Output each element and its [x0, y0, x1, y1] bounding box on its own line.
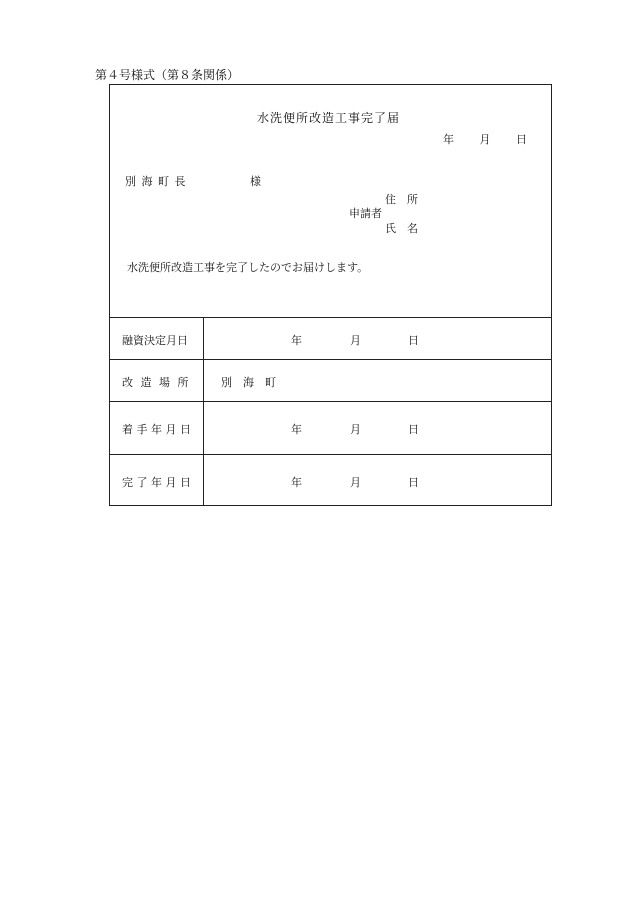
divider-top	[110, 317, 551, 318]
table-row-label: 完 了 年 月 日	[122, 476, 191, 489]
addressee-honorific: 様	[250, 175, 261, 188]
date-line	[443, 131, 527, 147]
row-month: 月	[350, 476, 361, 489]
statement-text: 水洗便所改造工事を完了したのでお届けします。	[127, 261, 369, 274]
row-day: 日	[408, 334, 419, 347]
row-month: 月	[350, 423, 361, 436]
date-month: 月	[479, 133, 491, 146]
applicant-label: 申請者	[349, 207, 382, 220]
column-divider	[203, 318, 204, 505]
table-row-label: 改 造 場 所	[122, 376, 191, 389]
form-box	[109, 84, 552, 506]
divider-row3	[110, 454, 551, 455]
row-month: 月	[350, 334, 361, 347]
date-year: 年	[443, 133, 454, 146]
divider-row1	[110, 359, 551, 360]
table-row-label: 融資決定月日	[122, 334, 188, 347]
row-year: 年	[291, 476, 302, 489]
row-year: 年	[291, 423, 302, 436]
row-location-value: 別 海 町	[221, 376, 276, 389]
form-number: 第４号様式（第８条関係）	[95, 68, 240, 82]
addressee-name: 別 海 町 長	[125, 175, 187, 188]
name-label: 氏 名	[385, 222, 418, 235]
row-day: 日	[408, 423, 419, 436]
row-day: 日	[408, 476, 419, 489]
form-title: 水洗便所改造工事完了届	[257, 111, 401, 125]
row-year: 年	[291, 334, 302, 347]
table-row-label: 着 手 年 月 日	[122, 423, 191, 436]
divider-row2	[110, 401, 551, 402]
address-label: 住 所	[385, 193, 418, 206]
date-day: 日	[516, 133, 527, 146]
